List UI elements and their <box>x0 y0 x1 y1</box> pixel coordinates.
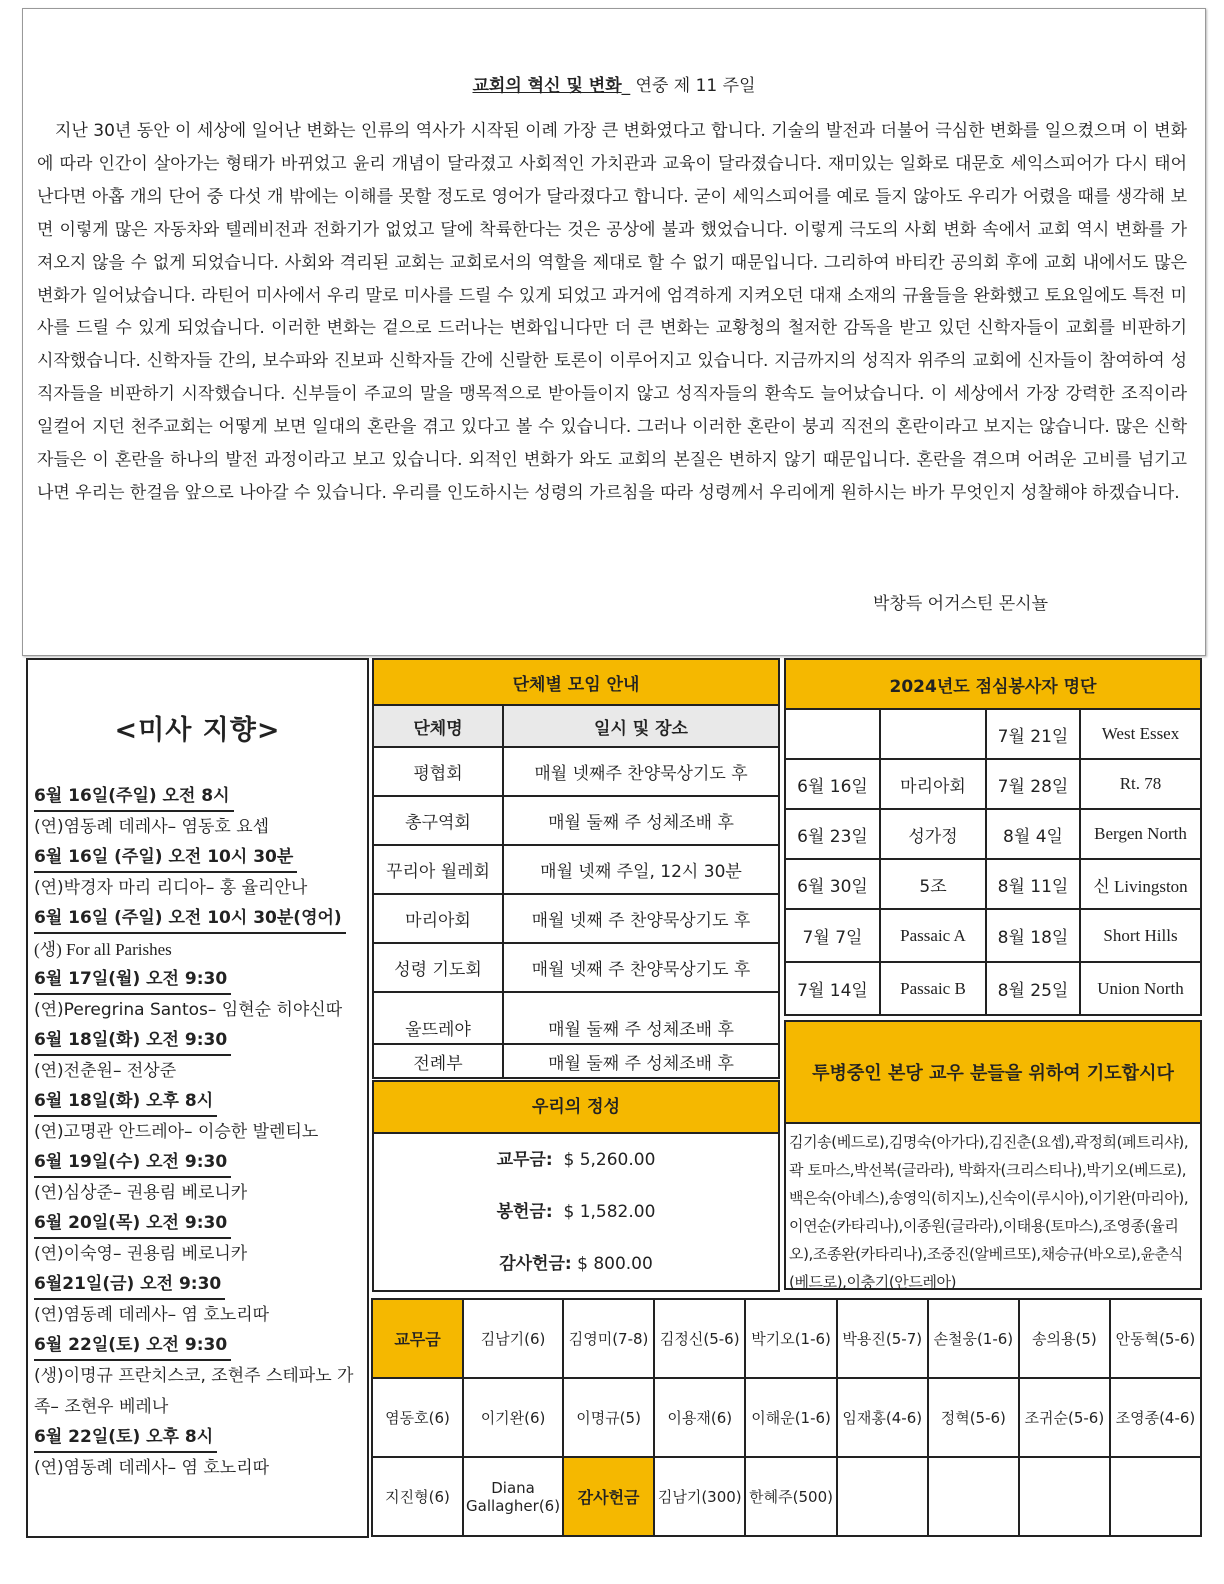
donor-cell: 손철웅(1-6) <box>928 1299 1019 1378</box>
donor-cell: 정혁(5-6) <box>928 1378 1019 1457</box>
offering-box <box>372 1080 780 1292</box>
donor-cell <box>1019 1457 1110 1536</box>
mass-item <box>34 1423 361 1484</box>
offering-value: $ 800.00 <box>577 1254 653 1274</box>
lunch-group: Short Hills <box>1080 909 1201 962</box>
essay-heading <box>23 71 1205 96</box>
group-name: 전례부 <box>373 1044 503 1078</box>
lunch-date: 6월 30일 <box>785 859 880 909</box>
groups-title: 단체별 모임 안내 <box>373 659 779 705</box>
donor-cell: 이해운(1-6) <box>745 1378 836 1457</box>
essay-body: 지난 30년 동안 이 세상에 일어난 변화는 인류의 역사가 시작된 이례 가장 큰 변화였다고 합니다. 기술의 발전과 더불어 극심한 변화를 일으켰으며 이 변화에 따라 인간이 살아가는 형태가 바뀌었고 윤리 개념이 달라졌고 사회적인 가치관과 교육이 달라졌습니다. 재미있는 일화로 대문호 세익스피어가 다시 태어난다면 아홉 개의 단어 중 다섯 개 밖에는 이해를 못할 정도로 영어가 달라졌다고 합니다. 굳이 세익스피어를 예로 들지 않아도 우리가 어렸을 때를 생각해 보면 이렇게 많은 자동차와 텔레비전과 전화기가 없었고 달에 착륙한다는 것은 공상에 불과 했었습니다. 이렇게 극도의 사회 변화 속에서 교회 역시 변화를 가져오지 않을 수 없게 되었습니다. 사회와 격리된 교회는 교회로서의 역할을 제대로 할 수 없기 때문입니다. 그리하여 바티칸 공의회 후에 교회 내에서도 많은 변화가 일어났습니다. 라틴어 미사에서 우리 말로 미사를 드릴 수 있게 되었고 과거에 엄격하게 지켜오던 대재 소재의 규율들을 완화했고 토요일에도 특전 미사를 드릴 수 있게 되었습니다. 이러한 변화는 겉으로 드러나는 변화입니다만 더 큰 변화는 교황청의 철저한 감독을 받고 있던 신학자들이 교회를 비판하기 시작했습니다. 신학자들 간의, 보수파와 진보파 신학자들 간에 신랄한 토론이 이루어지고 있습니다. 지금까지의 성직자 위주의 교회에 신자들이 참여하여 성직자들을 비판하기 시작했습니다. 신부들이 주교의 말을 맹목적으로 받아들이지 않고 성직자들의 환속도 늘어났습니다. 이 세상에서 가장 강력한 조직이라 일컬어 지던 천주교회는 어떻게 보면 일대의 혼란을 겪고 있다고 볼 수 있습니다. 그러나 이러한 혼란이 붕괴 직전의 혼란이라고 보지는 않습니다. 많은 신학자들은 이 혼란을 하나의 발전 과정이라고 보고 있습니다. 외적인 변화가 와도 교회의 본질은 변하지 않기 때문입니다. 혼란을 겪으며 어려운 고비를 넘기고 나면 우리는 한걸음 앞으로 나아갈 수 있습니다. 우리를 인도하시는 성령의 가르침을 따라 성령께서 우리에게 원하시는 바가 무엇인지 성찰해야 하겠습니다. <box>37 121 1187 503</box>
essay-signature: 박창득 어거스틴 몬시뇰 <box>873 594 1049 614</box>
donor-cell: 김정신(5-6) <box>654 1299 745 1378</box>
group-time: 매월 넷째 주일, 12시 30분 <box>503 845 779 894</box>
mass-time: 6월 16일 (주일) 오전 10시 30분(영어) <box>34 904 346 934</box>
mass-time: 6월 22일(토) 오전 9:30 <box>34 1331 231 1361</box>
mass-intention: (연)염동례 데레사– 염동호 요셉 <box>34 817 270 837</box>
lunch-date <box>785 709 880 759</box>
donor-cell: Diana Gallagher(6) <box>463 1457 563 1536</box>
offering-row <box>374 1186 778 1238</box>
mass-intention: (연)Peregrina Santos– 임현순 히야신따 <box>34 1000 343 1020</box>
lunch-date: 7월 7일 <box>785 909 880 962</box>
group-time: 매월 넷째 주 찬양묵상기도 후 <box>503 943 779 992</box>
group-time: 매월 넷째주 찬양묵상기도 후 <box>503 747 779 796</box>
mass-intention: (연)심상준– 권용림 베로니카 <box>34 1183 248 1203</box>
table-row <box>372 1378 1201 1457</box>
groups-col-time: 일시 및 장소 <box>503 705 779 747</box>
mass-title: <미사 지향> <box>114 715 281 746</box>
lunch-date: 8월 25일 <box>986 962 1080 1015</box>
group-name: 마리아회 <box>373 894 503 943</box>
donor-cell <box>928 1457 1019 1536</box>
lunch-group: 5조 <box>880 859 986 909</box>
donor-cell: 감사헌금 <box>563 1457 654 1536</box>
group-time: 매월 넷째 주 찬양묵상기도 후 <box>503 894 779 943</box>
mass-time: 6월 19일(수) 오전 9:30 <box>34 1148 231 1178</box>
offering-row <box>374 1134 778 1186</box>
mass-intention: (연)염동례 데레사– 염 호노리따 <box>34 1458 270 1478</box>
mass-time: 6월21일(금) 오전 9:30 <box>34 1270 225 1300</box>
mass-intentions-box <box>26 658 369 1538</box>
mass-intention: (생) For all Parishes <box>34 940 172 959</box>
donor-cell: 지진형(6) <box>372 1457 463 1536</box>
table-row <box>785 859 1201 909</box>
table-row <box>373 845 779 894</box>
offering-value: $ 5,260.00 <box>563 1150 656 1170</box>
lunch-title: 2024년도 점심봉사자 명단 <box>785 659 1201 709</box>
groups-col-name: 단체명 <box>373 705 503 747</box>
mass-intention: (연)박경자 마리 리디아– 홍 율리안나 <box>34 878 308 898</box>
mass-item <box>34 1148 361 1209</box>
lunch-group: Union North <box>1080 962 1201 1015</box>
essay-subtitle: _ 연중 제 11 주일 <box>621 76 756 96</box>
lunch-date: 7월 21일 <box>986 709 1080 759</box>
donor-cell: 이명규(5) <box>563 1378 654 1457</box>
mass-time: 6월 17일(월) 오전 9:30 <box>34 965 231 995</box>
lunch-group <box>880 709 986 759</box>
group-time: 매월 둘째 주 성체조배 후 <box>503 796 779 845</box>
table-row <box>373 1044 779 1078</box>
table-row <box>373 747 779 796</box>
mass-item <box>34 904 361 965</box>
prayer-title: 투병중인 본당 교우 분들을 위하여 기도합시다 <box>786 1022 1200 1124</box>
mass-item <box>34 843 361 904</box>
mass-time: 6월 20일(목) 오전 9:30 <box>34 1209 231 1239</box>
donor-cell <box>1110 1457 1201 1536</box>
lunch-group: Bergen North <box>1080 809 1201 859</box>
table-row <box>785 809 1201 859</box>
donor-cell: 송의용(5) <box>1019 1299 1110 1378</box>
lunch-date: 6월 16일 <box>785 759 880 809</box>
lunch-volunteers-table <box>784 658 1202 1016</box>
table-row <box>785 962 1201 1015</box>
mass-intention: (연)이숙영– 권용림 베로니카 <box>34 1244 248 1264</box>
donors-table <box>371 1298 1202 1537</box>
mass-item <box>34 1331 361 1423</box>
mass-time: 6월 16일(주일) 오전 8시 <box>34 782 234 812</box>
mass-intention: (연)염동례 데레사– 염 호노리따 <box>34 1305 270 1325</box>
lunch-date: 6월 23일 <box>785 809 880 859</box>
donor-cell: 이용재(6) <box>654 1378 745 1457</box>
mass-item <box>34 1026 361 1087</box>
offering-row <box>374 1238 778 1290</box>
table-row <box>785 709 1201 759</box>
group-name: 꾸리아 월레회 <box>373 845 503 894</box>
lunch-date: 7월 14일 <box>785 962 880 1015</box>
lunch-date: 8월 18일 <box>986 909 1080 962</box>
offering-title: 우리의 정성 <box>374 1082 778 1134</box>
group-time: 매월 둘째 주 성체조배 후 <box>503 992 779 1044</box>
group-meetings-table <box>372 658 780 1079</box>
mass-intention: (생)이명규 프란치스코, 조현주 스테파노 가족– 조현우 베레나 <box>34 1366 354 1417</box>
prayer-names: 김기송(베드로),김명숙(아가다),김진춘(요셉),곽정희(페트리샤),곽 토마스,박선복(글라라), 박화자(크리스티나),박기오(베드로),백은숙(아녜스),송영익(히지노),신숙이(루시아),이기완(마리아),이연순(카타리나),이종원(글라라),이태용(토마스),조영종(율리오),조종완(카타리나),조중진(알베르또),채승규(바오로),윤춘식(베드로),이충기(안드레아) <box>789 1133 1189 1291</box>
lunch-group: Rt. 78 <box>1080 759 1201 809</box>
offering-value: $ 1,582.00 <box>563 1202 656 1222</box>
donor-cell: 김남기(300) <box>654 1457 745 1536</box>
offering-label: 봉헌금: <box>496 1202 553 1222</box>
lunch-group: 신 Livingston <box>1080 859 1201 909</box>
lunch-group: 성가정 <box>880 809 986 859</box>
table-row <box>372 1299 1201 1378</box>
essay-box <box>22 8 1206 656</box>
group-name: 성령 기도회 <box>373 943 503 992</box>
donor-cell: 조귀순(5-6) <box>1019 1378 1110 1457</box>
lunch-date: 8월 11일 <box>986 859 1080 909</box>
mass-item <box>34 1209 361 1270</box>
prayer-box <box>784 1020 1202 1290</box>
donor-cell: 염동호(6) <box>372 1378 463 1457</box>
mass-item <box>34 965 361 1026</box>
table-row <box>785 759 1201 809</box>
mass-intention: (연)고명관 안드레아– 이승한 발렌티노 <box>34 1122 319 1142</box>
lunch-group: Passaic A <box>880 909 986 962</box>
table-row <box>372 1457 1201 1536</box>
mass-item <box>34 1087 361 1148</box>
donor-cell: 한혜주(500) <box>745 1457 836 1536</box>
lunch-group: 마리아회 <box>880 759 986 809</box>
lunch-date: 8월 4일 <box>986 809 1080 859</box>
table-row <box>373 894 779 943</box>
mass-item <box>34 1270 361 1331</box>
donor-cell: 조영종(4-6) <box>1110 1378 1201 1457</box>
offering-label: 감사헌금: <box>499 1254 572 1274</box>
lunch-date: 7월 28일 <box>986 759 1080 809</box>
table-row <box>373 943 779 992</box>
table-row <box>785 909 1201 962</box>
table-row <box>373 796 779 845</box>
donor-cell: 교무금 <box>372 1299 463 1378</box>
donor-cell: 임재홍(4-6) <box>837 1378 928 1457</box>
donor-cell: 안동혁(5-6) <box>1110 1299 1201 1378</box>
offering-label: 교무금: <box>496 1150 553 1170</box>
donor-cell: 박기오(1-6) <box>745 1299 836 1378</box>
donor-cell: 박용진(5-7) <box>837 1299 928 1378</box>
group-name: 총구역회 <box>373 796 503 845</box>
mass-time: 6월 18일(화) 오전 9:30 <box>34 1026 231 1056</box>
donor-cell: 이기완(6) <box>463 1378 563 1457</box>
group-name: 평협회 <box>373 747 503 796</box>
mass-item <box>34 782 361 843</box>
essay-title: 교회의 혁신 및 변화 <box>472 76 622 96</box>
mass-time: 6월 18일(화) 오후 8시 <box>34 1087 217 1117</box>
mass-list <box>34 782 361 1484</box>
mass-time: 6월 22일(토) 오후 8시 <box>34 1423 217 1453</box>
lunch-group: Passaic B <box>880 962 986 1015</box>
donor-cell <box>837 1457 928 1536</box>
table-row <box>373 992 779 1044</box>
lunch-group: West Essex <box>1080 709 1201 759</box>
donor-cell: 김영미(7-8) <box>563 1299 654 1378</box>
group-name: 울뜨레야 <box>373 992 503 1044</box>
donor-cell: 김남기(6) <box>463 1299 563 1378</box>
mass-intention: (연)전춘원– 전상준 <box>34 1061 177 1081</box>
mass-time: 6월 16일 (주일) 오전 10시 30분 <box>34 843 297 873</box>
group-time: 매월 둘째 주 성체조배 후 <box>503 1044 779 1078</box>
